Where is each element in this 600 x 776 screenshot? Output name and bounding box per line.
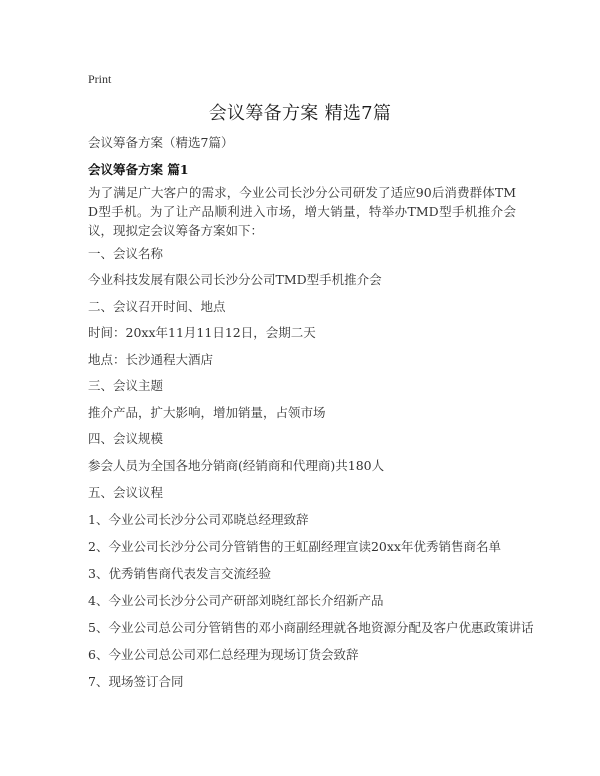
intro-paragraph: 为了满足广大客户的需求，今业公司长沙分公司研发了适应90后消费群体TMD型手机。为了让产品顺利进入市场，增大销量，特举办TMD型手机推介会议，现拟定会议筹备方案如下： [88, 185, 516, 238]
heading-theme: 三、会议主题 [88, 378, 164, 393]
meeting-location-text: 地点：长沙通程大酒店 [88, 352, 214, 367]
heading-time-location: 二、会议召开时间、地点 [88, 299, 226, 314]
meeting-time-text: 时间：20xx年11月11日12日，会期二天 [88, 325, 316, 340]
agenda-item: 5、今业公司总公司分管销售的邓小商副经理就各地资源分配及客户优惠政策讲话 [88, 620, 534, 635]
agenda-item: 4、今业公司长沙分公司产研部刘晓红部长介绍新产品 [88, 593, 384, 608]
theme-text: 推介产品，扩大影响，增加销量，占领市场 [88, 405, 326, 420]
agenda-item: 7、现场签订合同 [88, 674, 184, 689]
agenda-item: 3、优秀销售商代表发言交流经验 [88, 566, 271, 581]
scale-text: 参会人员为全国各地分销商(经销商和代理商)共180人 [88, 458, 385, 473]
agenda-item: 1、今业公司长沙分公司邓晓总经理致辞 [88, 512, 309, 527]
print-label[interactable]: Print [88, 72, 112, 86]
heading-scale: 四、会议规模 [88, 431, 164, 446]
heading-agenda: 五、会议议程 [88, 485, 164, 500]
meeting-name-text: 今业科技发展有限公司长沙分公司TMD型手机推介会 [88, 272, 382, 287]
agenda-item: 6、今业公司总公司邓仁总经理为现场订货会致辞 [88, 647, 359, 662]
page-title: 会议筹备方案 精选7篇 [208, 103, 392, 124]
section-heading: 会议筹备方案 篇1 [88, 162, 189, 177]
heading-meeting-name: 一、会议名称 [88, 246, 164, 261]
document-subtitle: 会议筹备方案（精选7篇） [88, 135, 234, 150]
agenda-item: 2、今业公司长沙分公司分管销售的王虹副经理宣读20xx年优秀销售商名单 [88, 539, 501, 554]
